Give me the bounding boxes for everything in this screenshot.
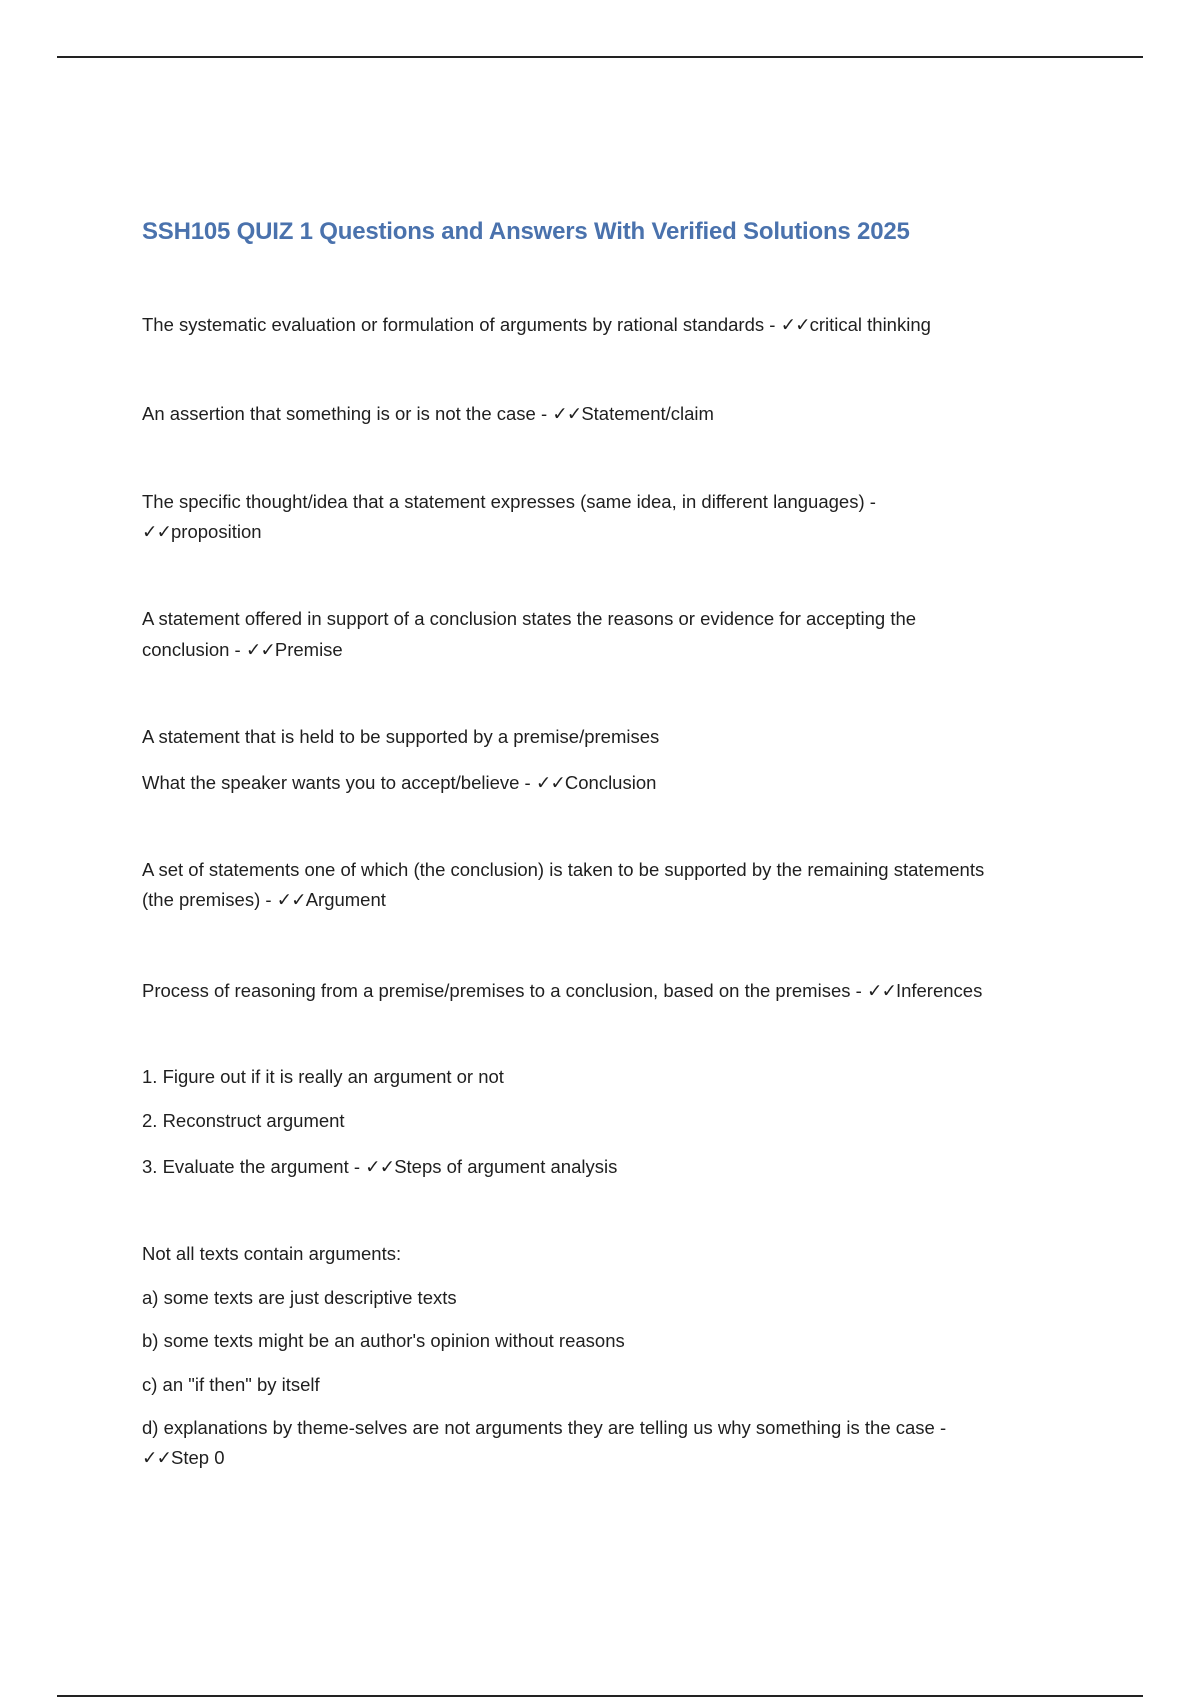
double-check-icon: ✓✓ (142, 1447, 172, 1468)
question-line: Not all texts contain arguments: (142, 1243, 402, 1264)
double-check-icon: ✓✓ (866, 980, 896, 1001)
qa-5-answer (142, 768, 656, 798)
answer-text: Steps of argument analysis (394, 1156, 618, 1177)
list-item: c) an "if then" by itself (142, 1374, 320, 1395)
question-line: A statement offered in support of a conclusion states the reasons or evidence for accepting the (142, 608, 917, 629)
qa-4-answer (142, 635, 343, 665)
answer-text: Step 0 (171, 1447, 225, 1468)
header-rule (57, 56, 1143, 58)
double-check-icon: ✓✓ (142, 521, 172, 542)
double-check-icon: ✓✓ (365, 1156, 395, 1177)
question-line: A set of statements one of which (the conclusion) is taken to be supported by the remaining statements (142, 859, 985, 880)
question-text: An assertion that something is or is not the case - (142, 403, 548, 424)
question-text: Process of reasoning from a premise/premises to a conclusion, based on the premises - (142, 980, 862, 1001)
list-item: d) explanations by theme-selves are not arguments they are telling us why something is the case - (142, 1417, 947, 1438)
qa-2 (142, 399, 714, 429)
qa-7 (142, 976, 982, 1006)
answer-text: Premise (274, 639, 343, 660)
question-line: The specific thought/idea that a statement expresses (same idea, in different languages) - (142, 491, 876, 512)
answer-text: critical thinking (809, 314, 931, 335)
qa-1 (142, 310, 931, 340)
answer-text: Inferences (895, 980, 983, 1001)
list-item: 2. Reconstruct argument (142, 1110, 345, 1131)
footer-rule (57, 1695, 1143, 1697)
question-text: (the premises) - (142, 889, 272, 910)
answer-text: Conclusion (564, 772, 657, 793)
double-check-icon: ✓✓ (276, 889, 306, 910)
answer-text: Statement/claim (581, 403, 714, 424)
qa-9-answer (142, 1443, 225, 1473)
document-title: SSH105 QUIZ 1 Questions and Answers With Verified Solutions 2025 (142, 218, 910, 245)
qa-8-answer (142, 1152, 617, 1182)
question-text: 3. Evaluate the argument - (142, 1156, 361, 1177)
question-text: What the speaker wants you to accept/believe - (142, 772, 531, 793)
answer-text: proposition (171, 521, 262, 542)
question-text: The systematic evaluation or formulation of arguments by rational standards - (142, 314, 776, 335)
double-check-icon: ✓✓ (552, 403, 582, 424)
list-item: b) some texts might be an author's opinion without reasons (142, 1330, 625, 1351)
qa-6-answer (142, 885, 386, 915)
double-check-icon: ✓✓ (535, 772, 565, 793)
question-line: A statement that is held to be supported by a premise/premises (142, 726, 660, 747)
double-check-icon: ✓✓ (245, 639, 275, 660)
qa-3-answer (142, 517, 262, 547)
question-text: conclusion - (142, 639, 241, 660)
list-item: a) some texts are just descriptive texts (142, 1287, 457, 1308)
answer-text: Argument (305, 889, 386, 910)
list-item: 1. Figure out if it is really an argument or not (142, 1066, 504, 1087)
double-check-icon: ✓✓ (780, 314, 810, 335)
